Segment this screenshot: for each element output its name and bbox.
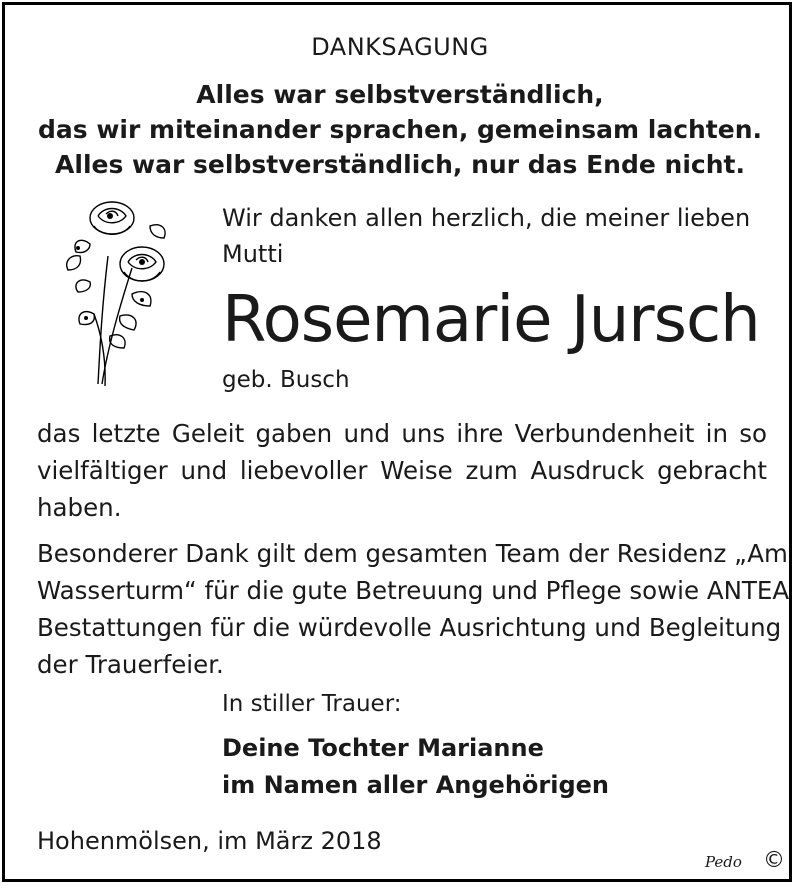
paragraph1-line-1: das letzte Geleit gaben und uns ihre Verbundenheit in so [37,419,767,448]
mourning-line: In stiller Trauer: [222,691,402,717]
paragraph1-line-3: haben. [37,493,122,522]
signature-line-1: Deine Tochter Marianne [222,734,544,762]
place-date: Hohenmölsen, im März 2018 [37,827,382,855]
publisher-mark: Pedo [705,853,742,871]
deceased-name: Rosemarie Jursch [222,283,760,357]
thanks-intro-line-1: Wir danken allen herzlich, die meiner lieben [222,204,751,232]
signature-line-2: im Namen aller Angehörigen [222,771,610,799]
notice-heading: DANKSAGUNG [311,33,489,61]
paragraph2-line-2: Wasserturm“ für die gute Betreuung und Pflege sowie ANTEA [37,576,790,605]
paragraph-special-thanks [37,535,790,683]
verse-line-3: Alles war selbstverständlich, nur das Ende nicht. [55,150,745,179]
thanks-intro-line-2: Mutti [222,240,284,268]
paragraph2-line-1: Besonderer Dank gilt dem gesamten Team der Residenz „Am [37,539,788,568]
paragraph2-line-3: Bestattungen für die würdevolle Ausrichtung und Begleitung [37,613,782,642]
copyright-symbol: © [763,848,785,873]
paragraph2-line-4: der Trauerfeier. [37,650,224,679]
verse-line-2: das wir miteinander sprachen, gemeinsam lachten. [37,115,763,144]
rose-illustration [50,196,180,396]
birth-name: geb. Busch [222,367,350,393]
verse-line-1: Alles war selbstverständlich, [196,80,604,109]
thanks-intro [222,200,750,272]
paragraph-funeral-thanks [37,415,767,526]
paragraph1-line-2: vielfältiger und liebevoller Weise zum Ausdruck gebracht [37,456,767,485]
